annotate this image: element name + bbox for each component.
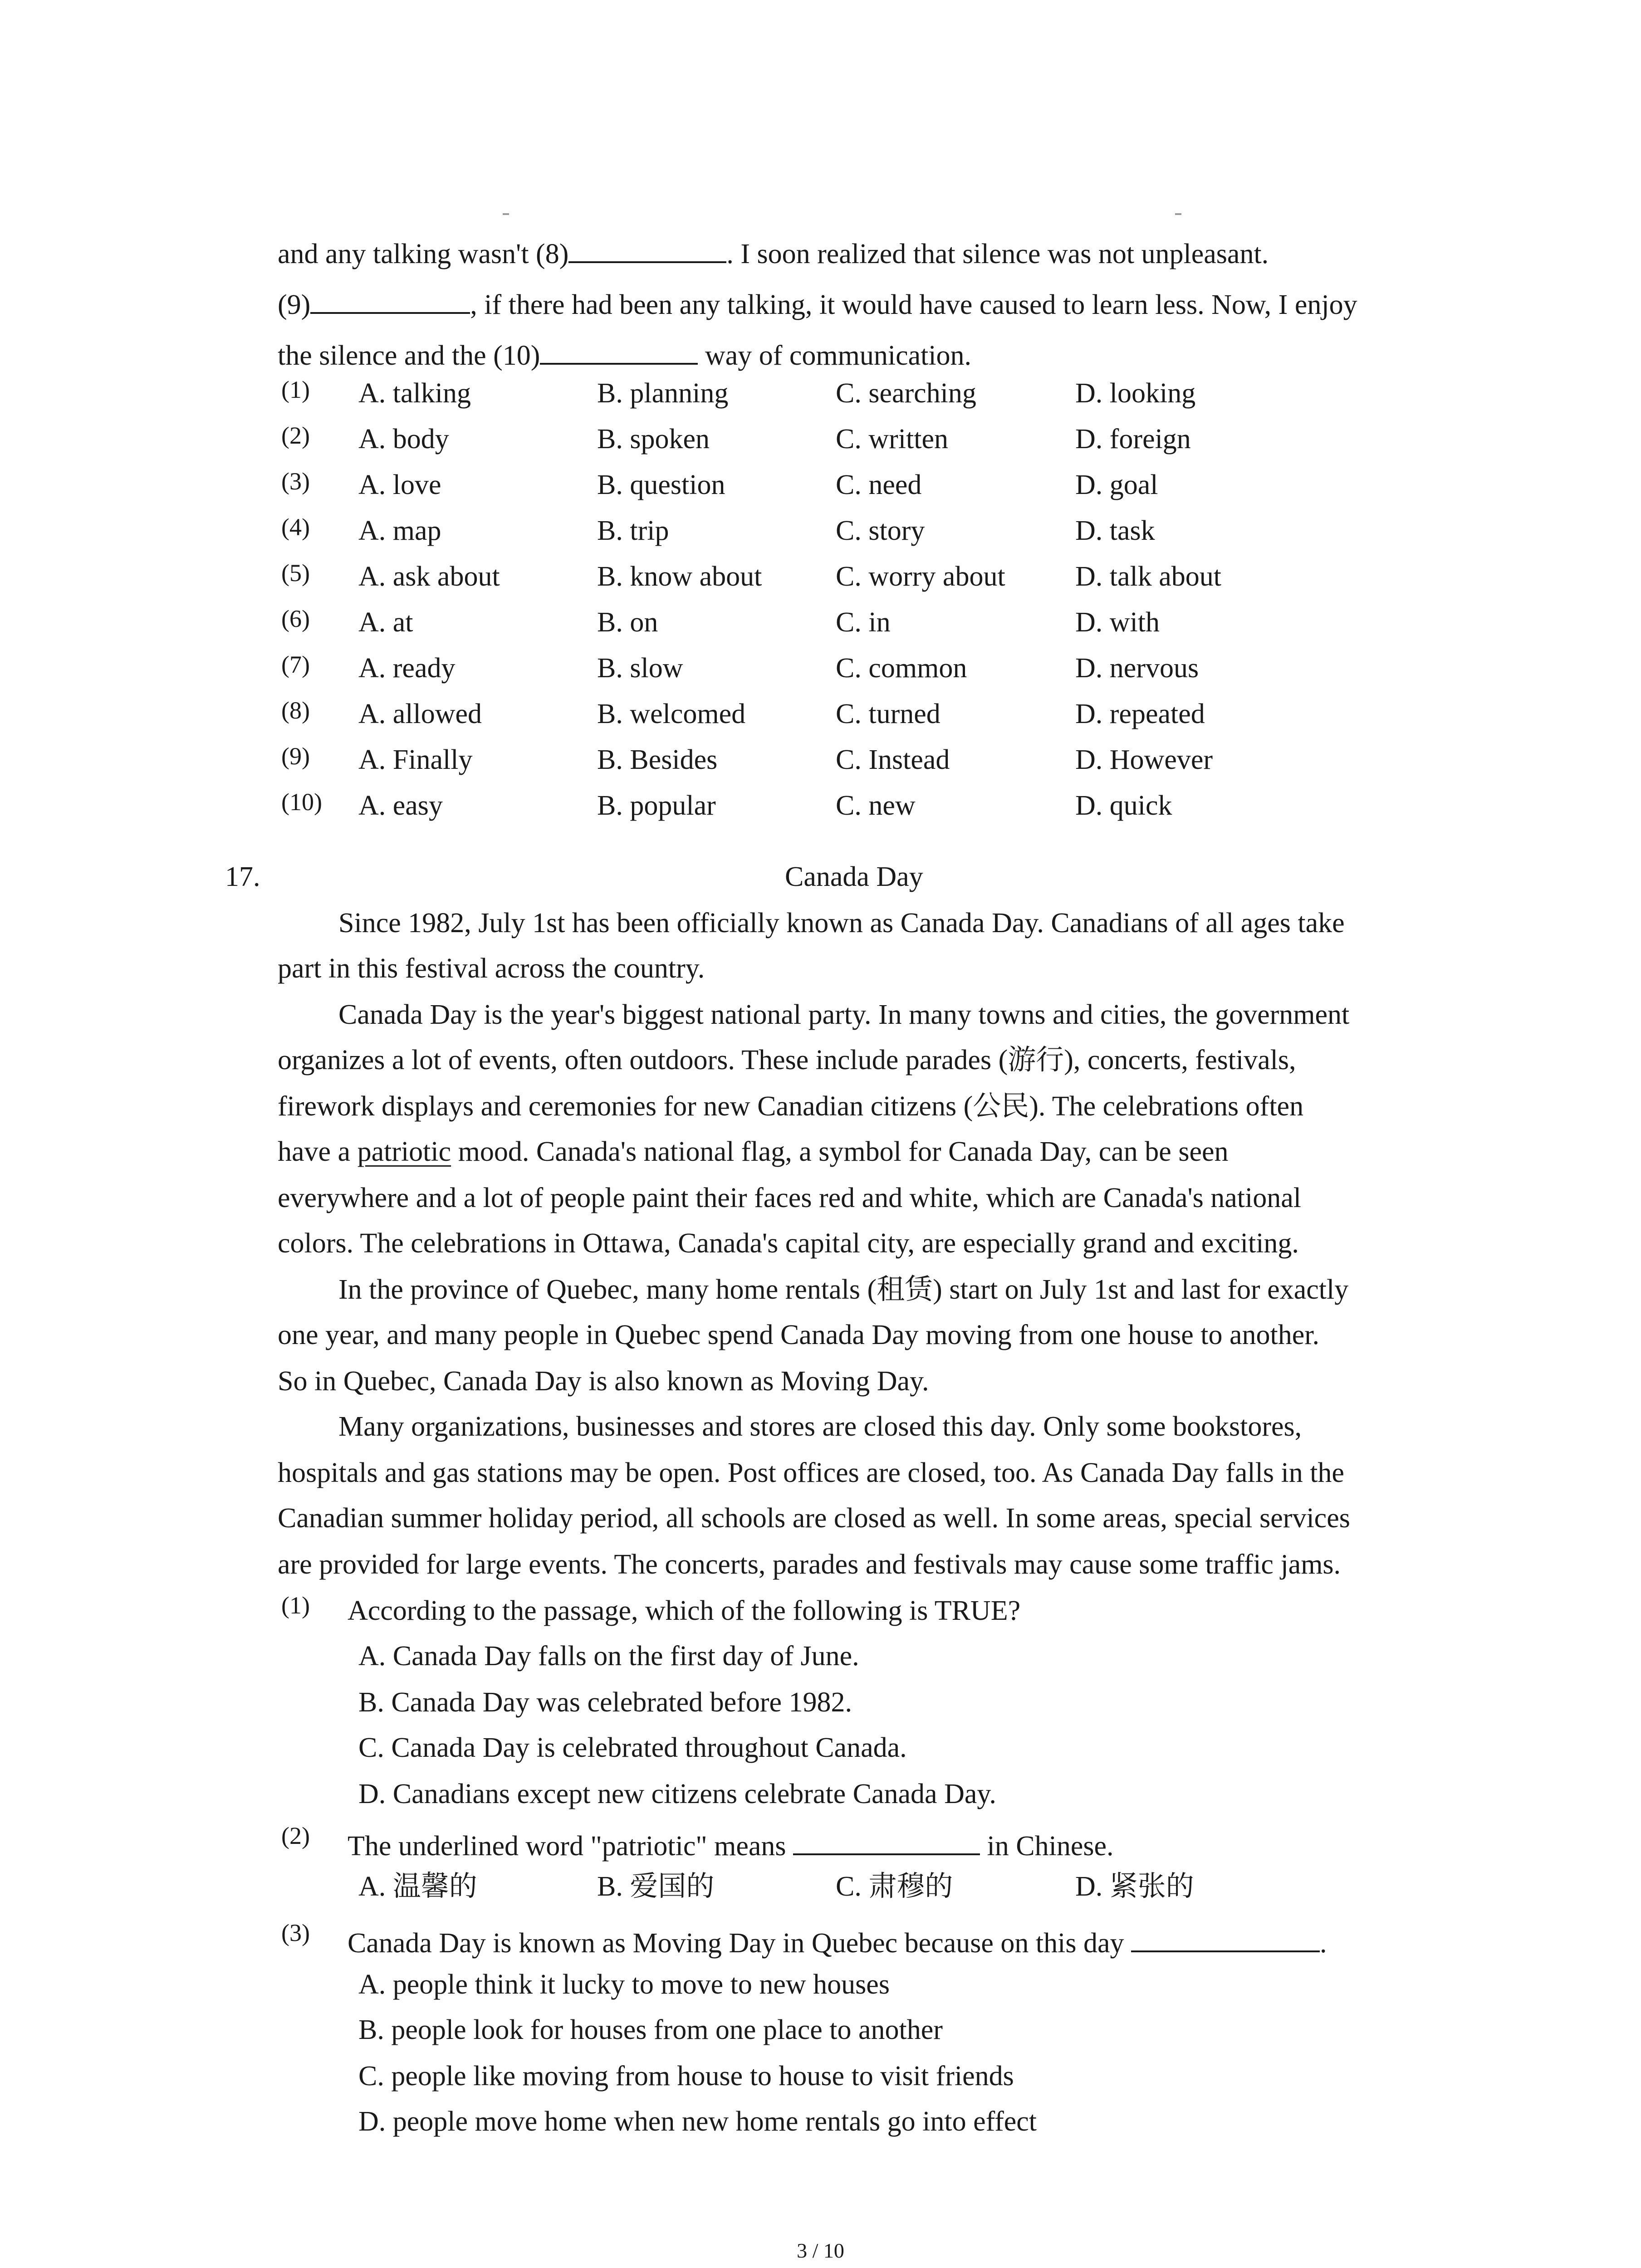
answer-option: B. slow xyxy=(597,653,683,684)
answer-blank xyxy=(310,286,470,314)
cloze-line-10: the silence and the (10) way of communication. xyxy=(278,337,971,370)
answer-option: A. ready xyxy=(358,653,456,684)
answer-blank xyxy=(568,235,726,263)
answer-option: A. talking xyxy=(358,378,471,409)
paragraph-4-line: Many organizations, businesses and stores are closed this day. Only some bookstores, xyxy=(338,1411,1302,1442)
answer-option: B. people look for houses from one place to another xyxy=(358,2014,943,2045)
paragraph-3-line: one year, and many people in Quebec spend Canada Day moving from one house to another. xyxy=(278,1320,1319,1350)
answer-option: D. nervous xyxy=(1075,653,1199,684)
question-stem: The underlined word "patriotic" means in Chinese. xyxy=(348,1827,1114,1860)
paragraph-2-line: colors. The celebrations in Ottawa, Canada's capital city, are especially grand and exciting. xyxy=(278,1228,1299,1259)
answer-option: B. 爱国的 xyxy=(597,1871,715,1902)
question-stem: Canada Day is known as Moving Day in Quebec because on this day . xyxy=(348,1924,1327,1957)
answer-option: B. popular xyxy=(597,790,716,821)
paragraph-2-line: have a patriotic mood. Canada's national flag, a symbol for Canada Day, can be seen xyxy=(278,1136,1229,1167)
paragraph-2-line: organizes a lot of events, often outdoors. These include parades (游行), concerts, festivals, xyxy=(278,1045,1296,1075)
answer-option: D. quick xyxy=(1075,790,1172,821)
answer-option: C. need xyxy=(836,469,922,500)
question-number: (1) xyxy=(281,1592,310,1619)
answer-option: B. planning xyxy=(597,378,729,409)
answer-option: A. 温馨的 xyxy=(358,1871,477,1902)
underlined-word: patriotic xyxy=(357,1136,451,1167)
question-number: (5) xyxy=(281,559,310,587)
question-number: (6) xyxy=(281,605,310,632)
answer-option: D. with xyxy=(1075,607,1160,638)
answer-option: C. searching xyxy=(836,378,976,409)
answer-option: C. Canada Day is celebrated throughout Canada. xyxy=(358,1732,907,1763)
paragraph-3-line: In the province of Quebec, many home rentals (租赁) start on July 1st and last for exactly xyxy=(338,1274,1349,1305)
answer-option: A. love xyxy=(358,469,441,500)
cloze-line-8: and any talking wasn't (8) . I soon realized that silence was not unpleasant. xyxy=(278,235,1269,268)
answer-option: A. at xyxy=(358,607,413,638)
question-stem: According to the passage, which of the following is TRUE? xyxy=(348,1595,1021,1626)
paragraph-4-line: hospitals and gas stations may be open. Post offices are closed, too. As Canada Day falls in the xyxy=(278,1457,1344,1488)
cloze-line-9: (9) , if there had been any talking, it would have caused to learn less. Now, I enjoy xyxy=(278,286,1357,319)
answer-option: A. easy xyxy=(358,790,443,821)
question-number: (10) xyxy=(281,788,322,816)
answer-option: A. people think it lucky to move to new houses xyxy=(358,1969,890,2000)
paragraph-2-line: Canada Day is the year's biggest national party. In many towns and cities, the government xyxy=(338,999,1350,1030)
question-number: (9) xyxy=(281,743,310,770)
answer-option: D. Canadians except new citizens celebrate Canada Day. xyxy=(358,1779,996,1809)
answer-option: C. written xyxy=(836,424,948,455)
question-number: (3) xyxy=(281,1919,310,1946)
answer-option: C. story xyxy=(836,515,925,546)
answer-option: C. Instead xyxy=(836,744,950,775)
answer-option: C. worry about xyxy=(836,561,1005,592)
answer-option: B. welcomed xyxy=(597,699,746,729)
answer-option: A. allowed xyxy=(358,699,482,729)
answer-option: A. ask about xyxy=(358,561,500,592)
answer-option: D. 紧张的 xyxy=(1075,1871,1194,1902)
answer-option: D. looking xyxy=(1075,378,1196,409)
answer-option: B. trip xyxy=(597,515,669,546)
answer-option: D. goal xyxy=(1075,469,1158,500)
paragraph-1-line: Since 1982, July 1st has been officially known as Canada Day. Canadians of all ages take xyxy=(338,908,1345,938)
answer-option: A. Finally xyxy=(358,744,473,775)
scan-mark xyxy=(503,213,509,215)
answer-option: C. common xyxy=(836,653,967,684)
answer-option: B. spoken xyxy=(597,424,710,455)
answer-option: B. question xyxy=(597,469,725,500)
paragraph-4-line: are provided for large events. The concerts, parades and festivals may cause some traffic jams. xyxy=(278,1549,1341,1580)
paragraph-4-line: Canadian summer holiday period, all schools are closed as well. In some areas, special services xyxy=(278,1503,1350,1534)
answer-option: D. people move home when new home rentals go into effect xyxy=(358,2106,1037,2137)
answer-option: A. Canada Day falls on the first day of June. xyxy=(358,1641,859,1672)
question-number: 17. xyxy=(225,861,260,892)
question-number: (4) xyxy=(281,513,310,541)
page-number: 3 / 10 xyxy=(797,2239,844,2262)
question-number: (7) xyxy=(281,651,310,678)
paragraph-3-line: So in Quebec, Canada Day is also known as Moving Day. xyxy=(278,1366,929,1397)
scan-mark xyxy=(1175,213,1181,215)
answer-option: D. task xyxy=(1075,515,1155,546)
question-number: (3) xyxy=(281,468,310,495)
answer-option: A. body xyxy=(358,424,449,455)
answer-option: C. people like moving from house to house to visit friends xyxy=(358,2061,1014,2092)
question-number: (8) xyxy=(281,697,310,724)
question-number: (1) xyxy=(281,376,310,403)
answer-option: B. on xyxy=(597,607,658,638)
answer-blank xyxy=(793,1827,980,1855)
answer-option: D. repeated xyxy=(1075,699,1205,729)
answer-option: C. new xyxy=(836,790,916,821)
answer-option: C. in xyxy=(836,607,891,638)
passage-title: Canada Day xyxy=(785,861,923,892)
answer-option: A. map xyxy=(358,515,441,546)
answer-blank xyxy=(1131,1924,1320,1952)
answer-option: B. Canada Day was celebrated before 1982. xyxy=(358,1687,852,1718)
answer-option: B. know about xyxy=(597,561,762,592)
answer-option: D. However xyxy=(1075,744,1213,775)
question-number: (2) xyxy=(281,422,310,449)
answer-option: D. talk about xyxy=(1075,561,1221,592)
paragraph-2-line: everywhere and a lot of people paint their faces red and white, which are Canada's national xyxy=(278,1183,1302,1213)
answer-option: C. 肃穆的 xyxy=(836,1871,953,1902)
answer-option: C. turned xyxy=(836,699,941,729)
paragraph-2-line: firework displays and ceremonies for new Canadian citizens (公民). The celebrations often xyxy=(278,1091,1304,1122)
question-number: (2) xyxy=(281,1822,310,1849)
answer-option: D. foreign xyxy=(1075,424,1191,455)
answer-blank xyxy=(540,337,698,365)
paragraph-1-line: part in this festival across the country. xyxy=(278,953,705,984)
answer-option: B. Besides xyxy=(597,744,718,775)
